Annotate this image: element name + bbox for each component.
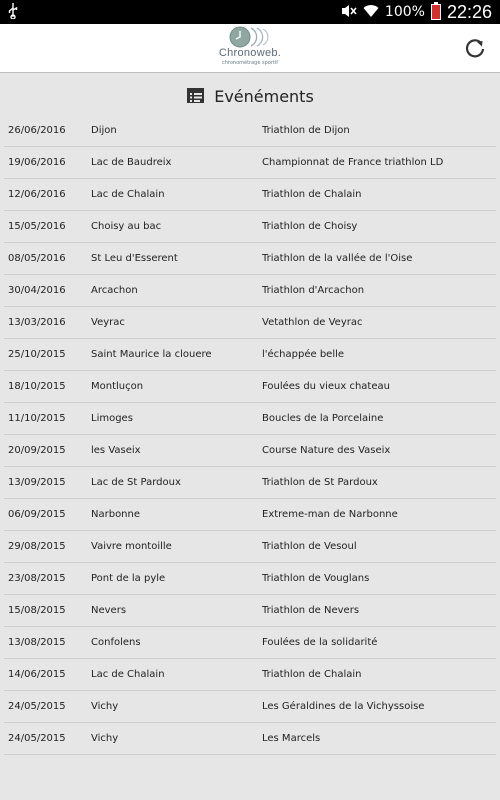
event-row[interactable] — [4, 339, 496, 371]
event-name: Triathlon de Vouglans — [262, 573, 370, 584]
event-name: Les Géraldines de la Vichyssoise — [262, 701, 425, 712]
event-location: Choisy au bac — [91, 221, 162, 232]
event-row[interactable] — [4, 435, 496, 467]
logo-name: Chronoweb. — [218, 47, 282, 59]
event-location: Confolens — [91, 637, 141, 648]
event-location: les Vaseix — [91, 445, 141, 456]
app-header — [0, 24, 500, 73]
event-date: 15/08/2015 — [8, 605, 66, 616]
event-location: Limoges — [91, 413, 133, 424]
event-row[interactable] — [4, 499, 496, 531]
event-date: 08/05/2016 — [8, 253, 66, 264]
event-name: Triathlon de Dijon — [262, 125, 350, 136]
event-row[interactable] — [4, 115, 496, 147]
event-date: 13/09/2015 — [8, 477, 66, 488]
event-date: 23/08/2015 — [8, 573, 66, 584]
refresh-button[interactable] — [464, 37, 486, 59]
event-name: Triathlon de Chalain — [262, 669, 362, 680]
event-location: Narbonne — [91, 509, 141, 520]
event-date: 24/05/2015 — [8, 701, 66, 712]
event-row[interactable] — [4, 211, 496, 243]
event-date: 18/10/2015 — [8, 381, 66, 392]
event-name: l'échappée belle — [262, 349, 345, 360]
event-date: 26/06/2016 — [8, 125, 66, 136]
event-date: 13/08/2015 — [8, 637, 66, 648]
event-date: 30/04/2016 — [8, 285, 66, 296]
page-title: Evénéments — [214, 86, 314, 106]
logo-tagline: chronométrage sportif — [221, 60, 279, 66]
event-row[interactable] — [4, 147, 496, 179]
event-location: Lac de St Pardoux — [91, 477, 181, 488]
event-location: Arcachon — [91, 285, 138, 296]
refresh-icon — [464, 37, 486, 59]
event-row[interactable] — [4, 531, 496, 563]
event-name: Foulées du vieux chateau — [262, 381, 390, 392]
page-header — [0, 84, 500, 108]
event-location: Lac de Chalain — [91, 189, 165, 200]
event-date: 19/06/2016 — [8, 157, 66, 168]
event-location: Nevers — [91, 605, 127, 616]
list-icon — [186, 87, 206, 105]
event-date: 13/03/2016 — [8, 317, 66, 328]
battery-percent: 100% — [384, 4, 425, 20]
event-date: 11/10/2015 — [8, 413, 66, 424]
event-row[interactable] — [4, 627, 496, 659]
event-name: Extreme-man de Narbonne — [262, 509, 398, 520]
usb-icon — [8, 3, 18, 23]
event-location: St Leu d'Esserent — [91, 253, 178, 264]
event-location: Veyrac — [91, 317, 125, 328]
event-row[interactable] — [4, 179, 496, 211]
event-row[interactable] — [4, 403, 496, 435]
event-list — [0, 115, 500, 755]
event-row[interactable] — [4, 467, 496, 499]
event-name: Triathlon d'Arcachon — [262, 285, 365, 296]
chronoweb-logo — [205, 26, 295, 70]
event-date: 25/10/2015 — [8, 349, 66, 360]
event-location: Vichy — [91, 701, 119, 712]
event-date: 14/06/2015 — [8, 669, 66, 680]
event-row[interactable] — [4, 691, 496, 723]
event-location: Lac de Baudreix — [91, 157, 172, 168]
event-name: Vetathlon de Veyrac — [262, 317, 363, 328]
event-location: Lac de Chalain — [91, 669, 165, 680]
event-row[interactable] — [4, 243, 496, 275]
clock: 22:26 — [446, 1, 492, 22]
event-row[interactable] — [4, 563, 496, 595]
event-date: 12/06/2016 — [8, 189, 66, 200]
event-name: Les Marcels — [262, 733, 321, 744]
event-location: Pont de la pyle — [91, 573, 166, 584]
event-name: Triathlon de Vesoul — [262, 541, 357, 552]
event-row[interactable] — [4, 659, 496, 691]
wifi-icon — [363, 3, 379, 22]
event-name: Triathlon de Nevers — [262, 605, 360, 616]
event-name: Foulées de la solidarité — [262, 637, 378, 648]
stopwatch-logo-icon — [229, 26, 275, 48]
mute-icon — [341, 3, 357, 22]
event-location: Vaivre montoille — [91, 541, 172, 552]
event-location: Dijon — [91, 125, 117, 136]
event-location: Montluçon — [91, 381, 144, 392]
event-location: Saint Maurice la clouere — [91, 349, 212, 360]
event-name: Triathlon de la vallée de l'Oise — [262, 253, 413, 264]
event-name: Boucles de la Porcelaine — [262, 413, 384, 424]
event-name: Triathlon de Chalain — [262, 189, 362, 200]
event-row[interactable] — [4, 371, 496, 403]
battery-charging-icon — [431, 4, 441, 20]
event-date: 24/05/2015 — [8, 733, 66, 744]
event-location: Vichy — [91, 733, 119, 744]
event-date: 06/09/2015 — [8, 509, 66, 520]
event-row[interactable] — [4, 595, 496, 627]
event-row[interactable] — [4, 723, 496, 755]
event-name: Course Nature des Vaseix — [262, 445, 391, 456]
event-date: 15/05/2016 — [8, 221, 66, 232]
event-name: Triathlon de Choisy — [262, 221, 358, 232]
event-row[interactable] — [4, 307, 496, 339]
event-name: Triathlon de St Pardoux — [262, 477, 378, 488]
event-date: 29/08/2015 — [8, 541, 66, 552]
status-bar — [0, 0, 500, 24]
event-row[interactable] — [4, 275, 496, 307]
event-date: 20/09/2015 — [8, 445, 66, 456]
event-name: Championnat de France triathlon LD — [262, 157, 444, 168]
